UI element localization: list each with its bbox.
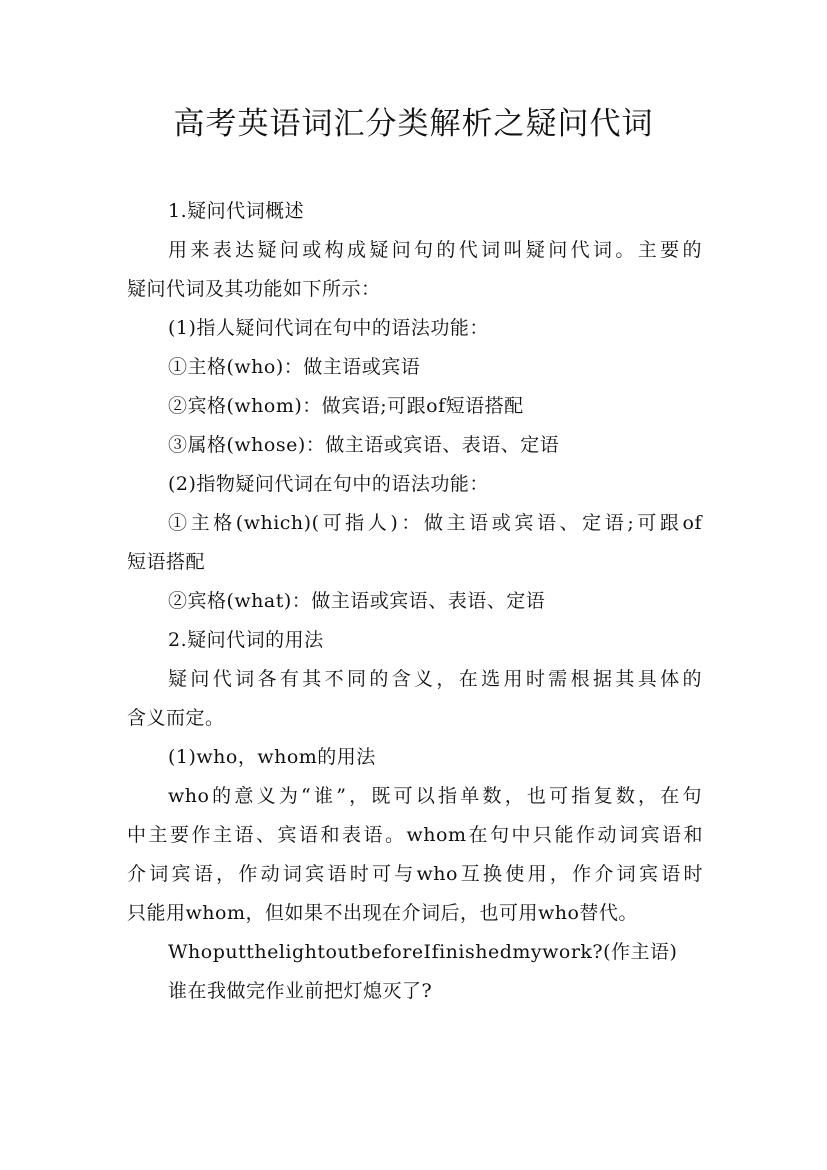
document-title: 高考英语词汇分类解析之疑问代词 bbox=[173, 106, 654, 142]
subsection-heading: (1)指人疑问代词在句中的语法功能： bbox=[168, 317, 489, 339]
paragraph-line: 用来表达疑问或构成疑问句的代词叫疑问代词。主要的 bbox=[168, 239, 702, 261]
paragraph-line: 疑问代词及其功能如下所示： bbox=[127, 278, 381, 300]
list-item: ①主格(who)：做主语或宾语 bbox=[168, 356, 421, 378]
paragraph-line: 只能用whom，但如果不出现在介词后，也可用who替代。 bbox=[127, 902, 638, 924]
list-item: ②宾格(what)：做主语或宾语、表语、定语 bbox=[168, 590, 546, 612]
section-heading: 2.疑问代词的用法 bbox=[168, 629, 324, 651]
paragraph-line: 中主要作主语、宾语和表语。whom在句中只能作动词宾语和 bbox=[127, 824, 703, 846]
list-item-continuation: 短语搭配 bbox=[127, 551, 206, 573]
section-heading: 1.疑问代词概述 bbox=[168, 200, 305, 222]
subsection-heading: (1)who，whom的用法 bbox=[168, 746, 376, 768]
subsection-heading: (2)指物疑问代词在句中的语法功能： bbox=[168, 473, 489, 495]
paragraph-line: 含义而定。 bbox=[127, 707, 225, 729]
list-item: ②宾格(whom)：做宾语;可跟of短语搭配 bbox=[168, 395, 524, 417]
example-translation: 谁在我做完作业前把灯熄灭了? bbox=[168, 980, 433, 1002]
paragraph-line: 介词宾语，作动词宾语时可与who互换使用，作介词宾语时 bbox=[127, 863, 703, 885]
paragraph-line: who的意义为“谁”，既可以指单数，也可指复数，在句 bbox=[168, 785, 702, 807]
list-item: ①主格(which)(可指人)：做主语或宾语、定语;可跟of bbox=[168, 512, 702, 534]
example-sentence: WhoputthelightoutbeforeIfinishedmywork?(作主语) bbox=[168, 941, 678, 963]
list-item: ③属格(whose)：做主语或宾语、表语、定语 bbox=[168, 434, 560, 456]
paragraph-line: 疑问代词各有其不同的含义，在选用时需根据其具体的 bbox=[168, 668, 702, 690]
